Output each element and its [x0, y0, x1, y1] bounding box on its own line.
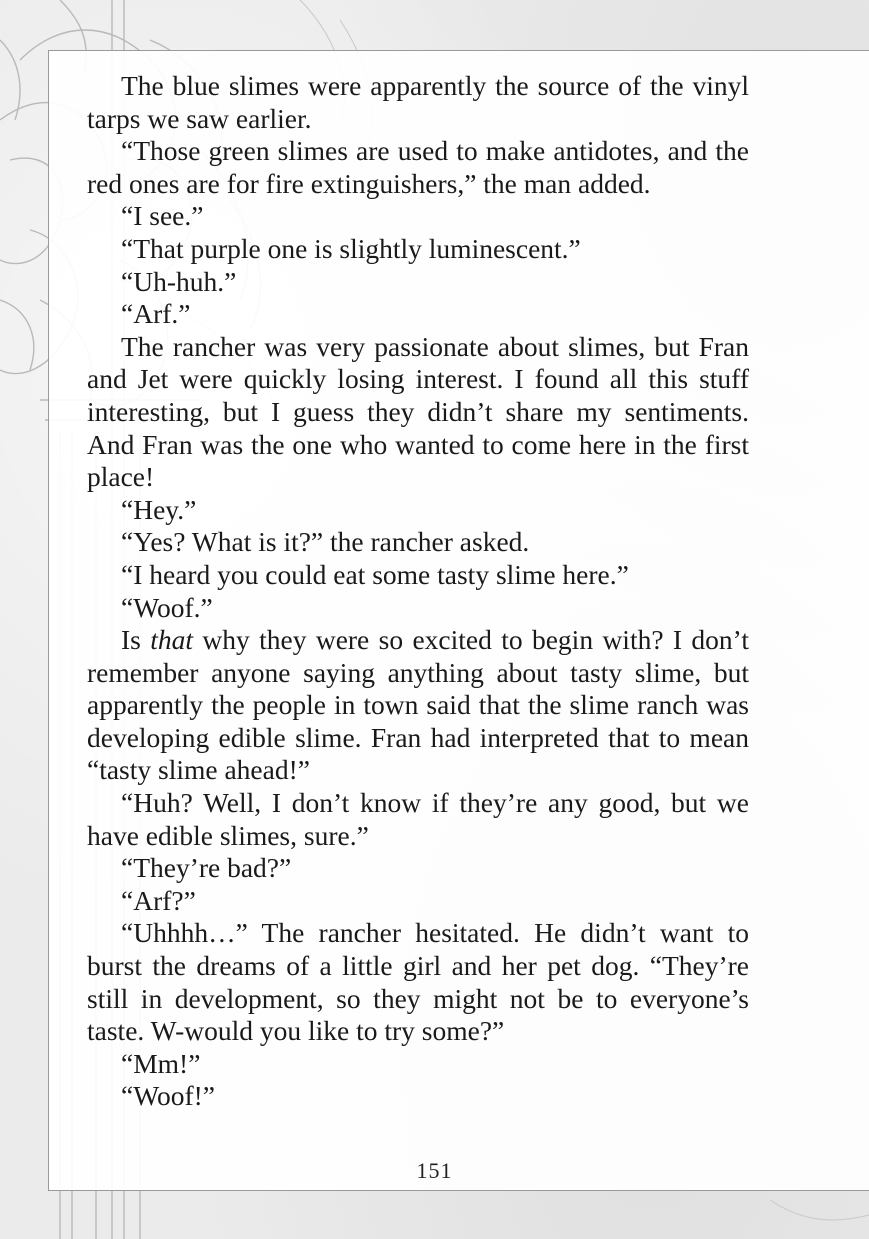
- paragraph: “Arf.”: [121, 298, 191, 330]
- paragraph: “Yes? What is it?” the rancher asked.: [121, 526, 530, 558]
- paragraph: “Woof.”: [121, 591, 213, 623]
- paragraph: “I see.”: [121, 200, 204, 232]
- paragraph: “That purple one is slightly luminescent.”: [121, 232, 581, 264]
- paragraph: The rancher was very passionate about slimes, but Fran and Jet were quickly losing interest. I found all this stuff interesting, but I guess they didn’t share my sentiments. And Fran was the one who wanted to come here in the first place!: [87, 330, 749, 493]
- paragraph: “Hey.”: [121, 493, 197, 525]
- paragraph: “Woof!”: [121, 1080, 215, 1112]
- paragraph: “They’re bad?”: [121, 852, 292, 884]
- paragraph-text-rest: why they were so excited to begin with? I don’t remember anyone saying anything about tasty slime, but apparently the people in town said that the slime ranch was developing edible slime. Fran had interpreted that to mean “tasty slime ahead!”: [87, 624, 749, 786]
- page-number: 151: [416, 1158, 453, 1183]
- paragraph: “Uhhhh…” The rancher hesitated. He didn’t want to burst the dreams of a little girl and her pet dog. “They’re still in development, so they might not be to everyone’s taste. W-would you like to try some?”: [87, 917, 749, 1047]
- paragraph: “Huh? Well, I don’t know if they’re any good, but we have edible slimes, sure.”: [87, 787, 749, 851]
- paragraph: “I heard you could eat some tasty slime here.”: [121, 558, 629, 590]
- paragraph: The blue slimes were apparently the source of the vinyl tarps we saw earlier.: [87, 70, 749, 134]
- book-text: [87, 70, 749, 1113]
- paragraph: “Uh-huh.”: [121, 265, 237, 297]
- paragraph: [87, 624, 749, 787]
- paragraph: “Those green slimes are used to make antidotes, and the red ones are for fire extinguishers,” the man added.: [87, 135, 749, 199]
- emphasis-text: that: [150, 624, 194, 656]
- paragraph: “Arf?”: [121, 884, 196, 916]
- paragraph-text-start: Is: [121, 624, 151, 656]
- paragraph: “Mm!”: [121, 1047, 201, 1079]
